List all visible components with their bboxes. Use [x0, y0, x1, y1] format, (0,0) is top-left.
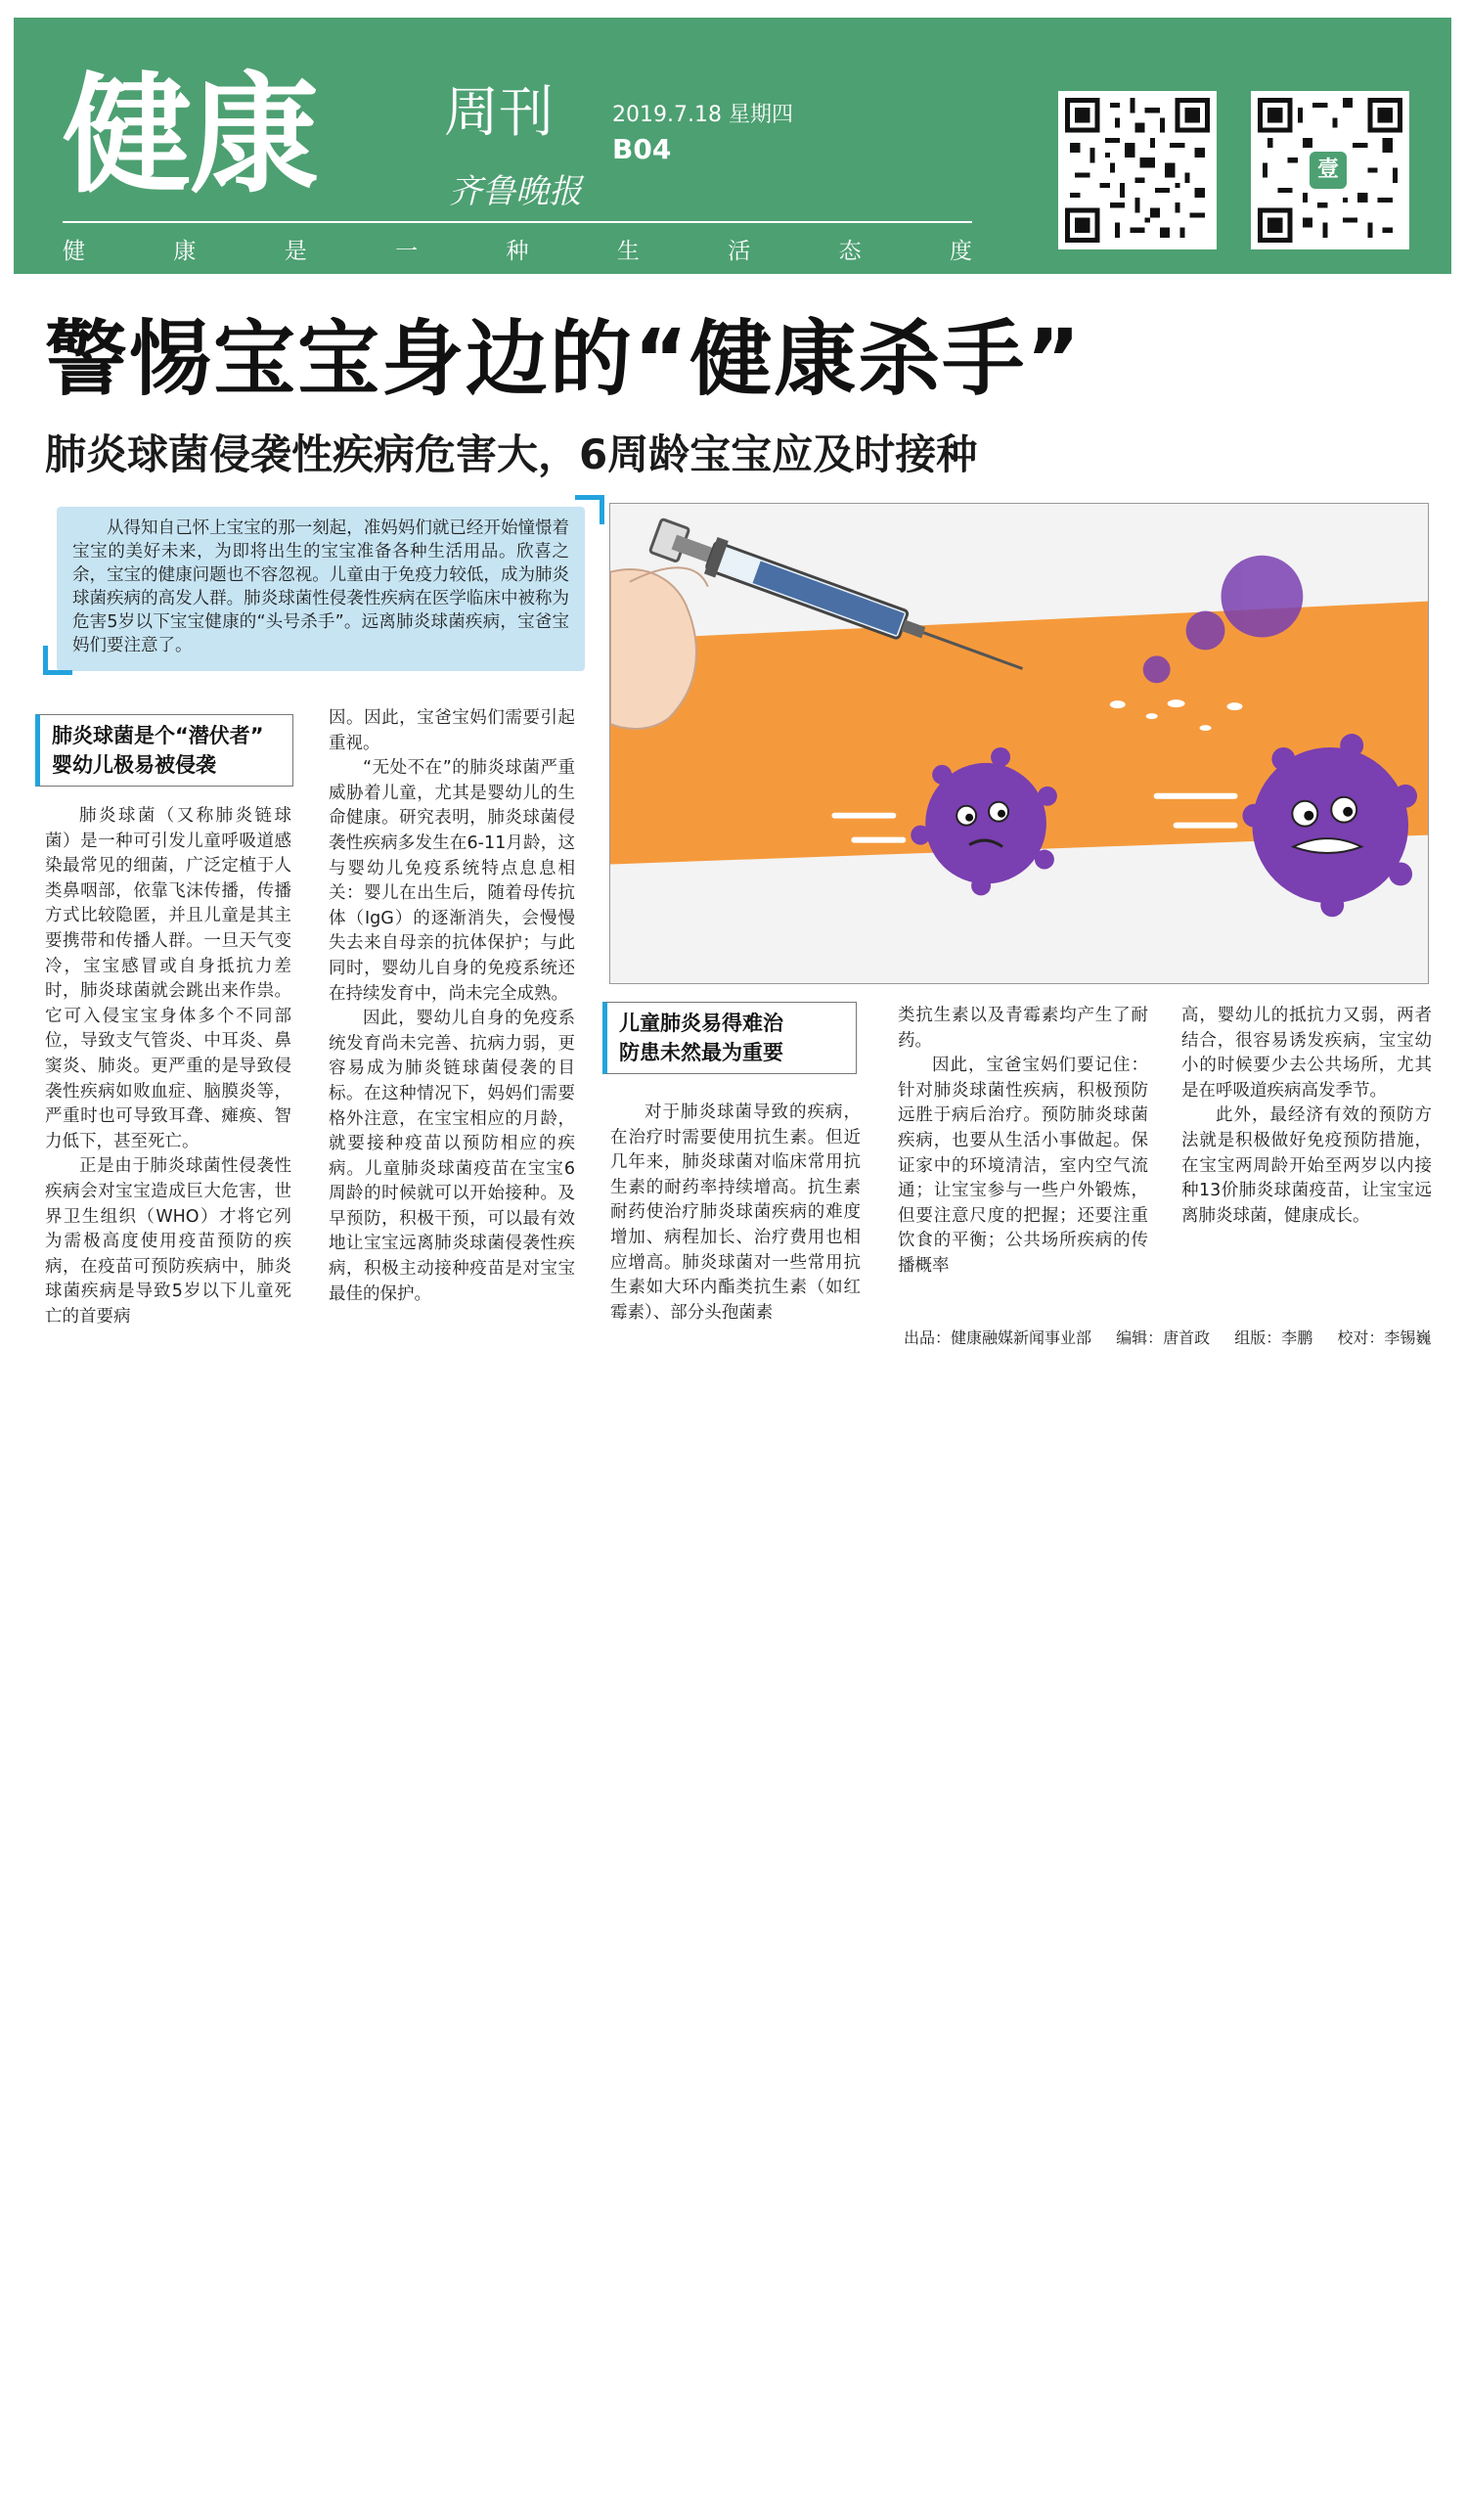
- article-headline: 警惕宝宝身边的“健康杀手”: [45, 311, 1083, 407]
- masthead-slogan: [63, 233, 972, 265]
- article-paragraph: 因此，婴幼儿自身的免疫系统发育尚未完善、抗病力弱，更容易成为肺炎链球菌侵袭的目标。在这种情况下，妈妈们需要格外注意，在宝宝相应的月龄，就要接种疫苗以预防相应的疾病。儿童肺炎球菌疫苗在宝宝6周龄的时候就可以开始接种。及早预防，积极干预，可以最有效地让宝宝远离肺炎球菌侵袭性疾病，积极主动接种疫苗是对宝宝最佳的保护。: [329, 1009, 575, 1304]
- page-credits: [904, 1326, 1450, 1348]
- article-paragraph: 因。因此，宝爸宝妈们需要引起重视。: [329, 708, 575, 753]
- masthead-title: 健康: [63, 61, 317, 211]
- article-column: [45, 804, 291, 1329]
- lead-paragraph: [57, 507, 585, 671]
- article-paragraph: 因此，宝爸宝妈们要记住：针对肺炎球菌性疾病，积极预防远胜于病后治疗。预防肺炎球菌疾病，也要从生活小事做起。保证家中的环境清洁，室内空气流通；让宝宝参与一些户外锻炼，但要注意尺度的把握；还要注重饮食的平衡；公共场所疾病的传播概率: [898, 1056, 1148, 1276]
- article-paragraph: 对于肺炎球菌导致的疾病，在治疗时需要使用抗生素。但近几年来，肺炎球菌对临床常用抗生素的耐药率持续增高。抗生素耐药使治疗肺炎球菌疾病的难度增加、病程加长、治疗费用也相应增高。肺炎球菌对一些常用抗生素如大环内酯类抗生素（如红霉素）、部分头孢菌素: [610, 1102, 861, 1323]
- article-paragraph: 正是由于肺炎球菌性侵袭性疾病会对宝宝造成巨大危害，世界卫生组织（WHO）才将它列为需极高度使用疫苗预防的疾病，在疫苗可预防疾病中，肺炎球菌疾病是导致5岁以下儿童死亡的首要病: [45, 1156, 291, 1327]
- article-paragraph: “无处不在”的肺炎球菌严重威胁着儿童，尤其是婴幼儿的生命健康。研究表明，肺炎球菌侵袭性疾病多发生在6-11月龄，这与婴幼儿免疫系统特点息息相关：婴儿在出生后，随着母传抗体（IgG）的逐渐消失，会慢慢失去来自母亲的抗体保护；与此同时，婴幼儿自身的免疫系统还在持续发育中，尚未完全成熟。: [329, 758, 575, 1004]
- page-number: B04: [612, 133, 672, 165]
- credit-layout: 组版：李鹏: [1234, 1328, 1313, 1347]
- article-paragraph: 类抗生素以及青霉素均产生了耐药。: [898, 1006, 1148, 1051]
- section-heading-line: 婴幼儿极易被侵袭: [52, 753, 216, 777]
- slogan-char: 活: [728, 239, 751, 264]
- slogan-char: 康: [173, 239, 197, 264]
- slogan-char: 健: [63, 239, 85, 264]
- article-column: [1181, 1004, 1432, 1229]
- qr-code-icon[interactable]: [1251, 91, 1409, 249]
- lead-text: 从得知自己怀上宝宝的那一刻起，准妈妈们就已经开始憧憬着宝宝的美好未来，为即将出生的宝宝准备各种生活用品。欣喜之余，宝宝的健康问题也不容忽视。儿童由于免疫力较低，成为肺炎球菌疾病的高发人群。肺炎球菌性侵袭性疾病在医学临床中被称为危害5岁以下宝宝健康的“头号杀手”。远离肺炎球菌疾病，宝爸宝妈们要注意了。: [72, 518, 569, 655]
- article-column: [610, 1101, 861, 1326]
- slogan-char: 态: [838, 239, 862, 264]
- section-heading: [35, 714, 293, 787]
- article-subheadline: 肺炎球菌侵袭性疾病危害大，6周龄宝宝应及时接种: [45, 430, 978, 478]
- newspaper-name: 齐鲁晚报: [449, 172, 582, 211]
- slogan-char: 生: [616, 239, 640, 264]
- article-paragraph: 此外，最经济有效的预防方法就是积极做好免疫预防措施，在宝宝两周龄开始至两岁以内接种13价肺炎球菌疫苗，让宝宝远离肺炎球菌，健康成长。: [1181, 1105, 1432, 1226]
- article-column: [329, 706, 575, 1307]
- vaccine-illustration: [609, 503, 1429, 984]
- slogan-char: 度: [950, 239, 972, 264]
- slogan-char: 种: [506, 239, 529, 264]
- credit-editor: 编辑：唐首政: [1116, 1328, 1211, 1347]
- section-heading: [602, 1002, 857, 1074]
- masthead-rule: [63, 221, 972, 223]
- slogan-char: 一: [395, 239, 419, 264]
- slogan-char: 是: [284, 239, 307, 264]
- qr-badge: 壹: [1310, 152, 1347, 189]
- issue-date: 2019.7.18 星期四: [612, 103, 793, 127]
- article-paragraph: 肺炎球菌（又称肺炎链球菌）是一种可引发儿童呼吸道感染最常见的细菌，广泛定植于人类鼻咽部，依靠飞沫传播，传播方式比较隐匿，并且儿童是其主要携带和传播人群。一旦天气变冷，宝宝感冒或自身抵抗力差时，肺炎球菌就会跳出来作祟。它可入侵宝宝身体多个不同部位，导致支气管炎、中耳炎、鼻窦炎、肺炎。更严重的是导致侵袭性疾病如败血症、脑膜炎等，严重时也可导致耳聋、瘫痪、智力低下，甚至死亡。: [45, 806, 291, 1151]
- masthead: [14, 18, 1451, 274]
- section-heading-line: 防患未然最为重要: [619, 1041, 783, 1064]
- masthead-weekly-label: 周刊: [444, 81, 554, 145]
- credit-proofreader: 校对：李锡巍: [1337, 1328, 1432, 1347]
- qr-code-icon[interactable]: [1058, 91, 1217, 249]
- section-heading-line: 儿童肺炎易得难治: [619, 1012, 783, 1035]
- credit-producer: 出品：健康融媒新闻事业部: [904, 1328, 1092, 1347]
- article-column: [898, 1004, 1148, 1280]
- section-heading-line: 肺炎球菌是个“潜伏者”: [52, 724, 264, 747]
- lead-corner-decoration: [43, 646, 72, 675]
- article-paragraph: 高，婴幼儿的抵抗力又弱，两者结合，很容易诱发疾病，宝宝幼小的时候要少去公共场所，尤其是在呼吸道疾病高发季节。: [1181, 1006, 1432, 1101]
